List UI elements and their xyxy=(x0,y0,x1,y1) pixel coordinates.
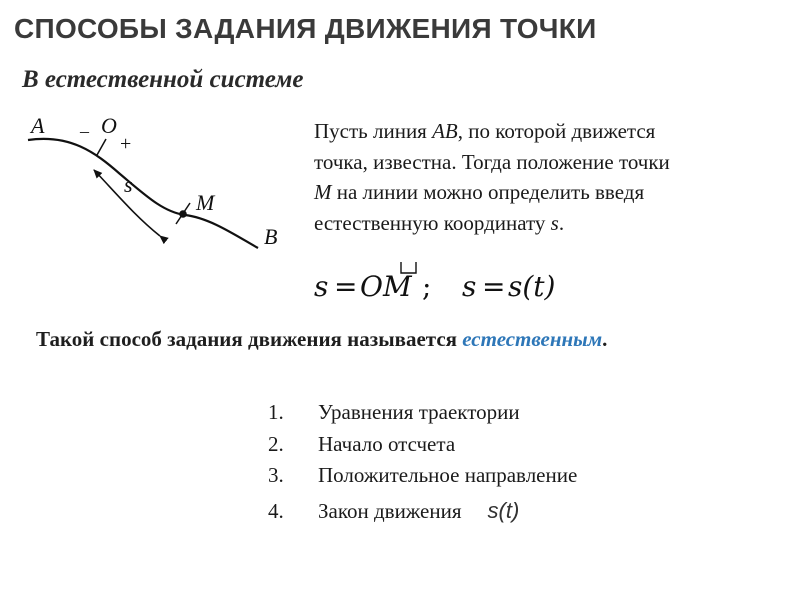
formula-s-of-t: s(t) xyxy=(508,270,556,303)
formula-equals-1: = xyxy=(334,270,358,303)
formula-s-left: s xyxy=(314,270,329,303)
formula-equals-2: = xyxy=(482,270,506,303)
definition-statement: Такой способ задания движения называется естественным. xyxy=(36,327,608,351)
point-m-marker xyxy=(179,210,187,218)
slide-subtitle: В естественной системе xyxy=(22,66,304,93)
list-item: 2. Начало отсчета xyxy=(268,431,456,456)
origin-tick xyxy=(97,139,106,155)
description-text: Пусть линия AB, по которой движется точка, известна. Тогда положение точки M на линии можно определить введя естественную координату s. xyxy=(314,119,670,235)
list-item: 3. Положительное направление xyxy=(268,463,578,487)
slide-title: СПОСОБЫ ЗАДАНИЯ ДВИЖЕНИЯ ТОЧКИ xyxy=(14,13,597,44)
list-item: 4. Закон движения s(t) xyxy=(268,497,520,523)
trajectory-curve xyxy=(28,139,258,248)
label-m: M xyxy=(196,190,215,215)
label-a: A xyxy=(31,113,45,138)
formula-s-right: s xyxy=(462,270,477,303)
formula-semicolon: ; xyxy=(422,270,432,303)
formula-om: OM xyxy=(360,270,412,303)
highlighted-term: естественным xyxy=(462,327,603,351)
requirements-list xyxy=(268,399,577,529)
label-minus: – xyxy=(80,121,89,141)
list-item: 1. Уравнения траектории xyxy=(268,400,520,424)
law-of-motion-expression: s(t) xyxy=(487,497,520,523)
label-b: B xyxy=(264,224,278,249)
label-o: O xyxy=(101,113,117,138)
trajectory-diagram xyxy=(0,100,300,260)
label-plus: + xyxy=(120,133,132,155)
label-s: s xyxy=(124,172,133,197)
formula xyxy=(312,258,612,308)
